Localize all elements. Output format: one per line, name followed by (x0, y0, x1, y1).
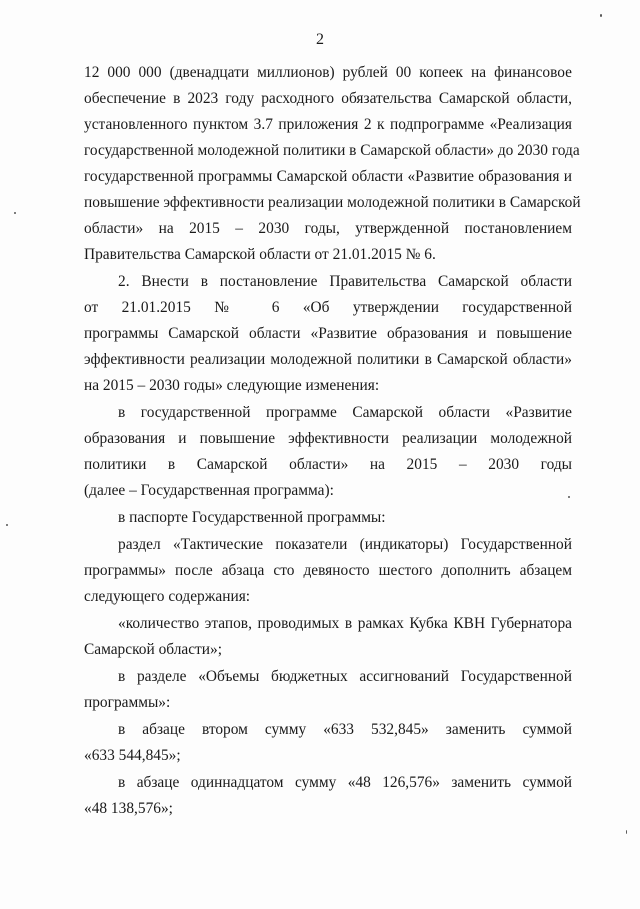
text-line: на 2015 – 2030 годы» следующие изменения: (84, 377, 380, 394)
text-line: Правительства Самарской области от 21.01.2015 № 6. (84, 246, 436, 263)
text-line: программы» после абзаца сто девяносто шестого дополнить абзацем (84, 562, 572, 579)
text-line: государственной молодежной политики в Самарской области» до 2030 года (84, 142, 580, 159)
scan-speck (6, 524, 8, 526)
scan-speck (626, 830, 627, 834)
text-line: образования и повышение эффективности реализации молодежной (84, 430, 572, 447)
text-line: обеспечение в 2023 году расходного обязательства Самарской области, (84, 90, 572, 107)
text-line: 2. Внести в постановление Правительства Самарской области (118, 273, 572, 290)
scan-speck (568, 496, 570, 498)
text-line: следующего содержания: (84, 588, 251, 605)
text-line: (далее – Государственная программа): (84, 482, 334, 499)
text-line: в паспорте Государственной программы: (118, 509, 386, 526)
text-line: «633 544,845»; (84, 747, 181, 764)
text-line: Самарской области»; (84, 641, 222, 658)
text-line: программы Самарской области «Развитие образования и повышение (84, 325, 572, 342)
text-line: 12 000 000 (двенадцати миллионов) рублей 00 копеек на финансовое (84, 64, 572, 81)
text-line: повышение эффективности реализации молодежной политики в Самарской (84, 194, 581, 211)
text-line: в абзаце втором сумму «633 532,845» заменить суммой (118, 721, 572, 738)
page-number: 2 (316, 31, 324, 48)
text-line: области» на 2015 – 2030 годы, утвержденной постановлением (84, 220, 572, 237)
text-line: установленного пунктом 3.7 приложения 2 к подпрограмме «Реализация (84, 116, 572, 133)
text-line: от 21.01.2015 № 6 «Об утверждении государственной (84, 299, 572, 316)
scan-speck (14, 212, 16, 214)
text-line: государственной программы Самарской области «Развитие образования и (84, 168, 572, 185)
text-line: «количество этапов, проводимых в рамках Кубка КВН Губернатора (118, 615, 572, 632)
text-line: в разделе «Объемы бюджетных ассигнований Государственной (118, 668, 572, 685)
scan-speck (600, 14, 602, 17)
text-line: в абзаце одиннадцатом сумму «48 126,576» заменить суммой (118, 774, 572, 791)
text-line: раздел «Тактические показатели (индикаторы) Государственной (118, 536, 572, 553)
text-line: программы»: (84, 694, 171, 711)
text-line: эффективности реализации молодежной политики в Самарской области» (84, 351, 572, 368)
text-line: в государственной программе Самарской области «Развитие (118, 404, 572, 421)
text-line: политики в Самарской области» на 2015 – 2030 годы (84, 456, 572, 473)
text-line: «48 138,576»; (84, 800, 173, 817)
